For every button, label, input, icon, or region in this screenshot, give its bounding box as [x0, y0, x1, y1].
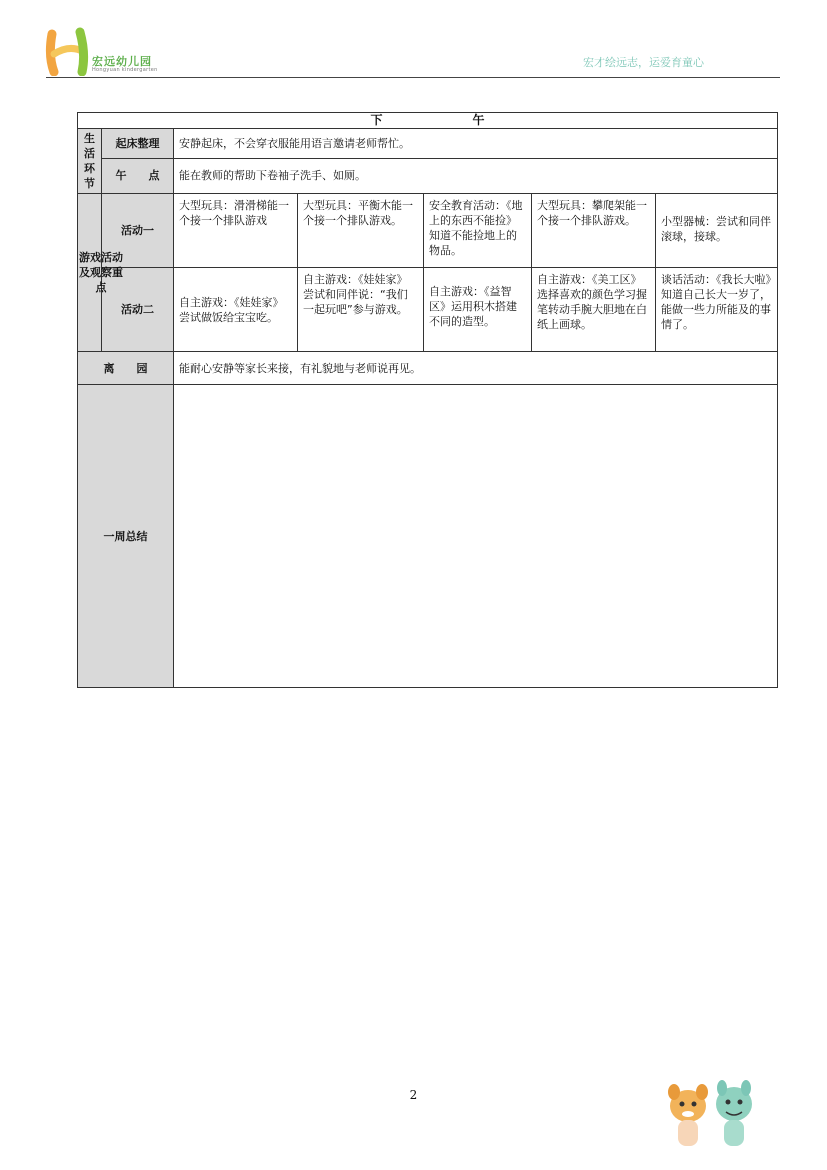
- game-section-text: 游戏活动及观察重点: [79, 251, 123, 294]
- logo-name: 宏远幼儿园: [92, 55, 152, 68]
- row-content-wakeup: 安静起床，不会穿衣服能用语言邀请老师帮忙。: [174, 129, 778, 159]
- activity2-cell: 谈话活动：《我长大啦》知道自己长大一岁了，能做一些力所能及的事情了。: [656, 268, 778, 352]
- row-label-wakeup: 起床整理: [102, 129, 174, 159]
- row-label-snack: 午 点: [102, 158, 174, 193]
- row-content-snack: 能在教师的帮助下卷袖子洗手、如厕。: [174, 158, 778, 193]
- life-section-label: 生活环节: [78, 129, 102, 194]
- activity1-cell: 大型玩具：平衡木能一个接一个排队游戏。: [298, 194, 424, 268]
- activity2-cell: 自主游戏：《娃娃家》尝试和同伴说：“我们一起玩吧”参与游戏。: [298, 268, 424, 352]
- activity1-label: 活动一: [102, 194, 174, 268]
- game-section-label: [78, 194, 123, 352]
- activity2-cell: 自主游戏：《美工区》选择喜欢的颜色学习握笔转动手腕大胆地在白纸上画球。: [532, 268, 656, 352]
- table-title: [78, 113, 778, 129]
- activity1-cell: 小型器械：尝试和同伴滚球，接球。: [656, 194, 778, 268]
- activity1-cell: 安全教育活动：《地上的东西不能捡》知道不能捡地上的物品。: [424, 194, 532, 268]
- header-slogan: 宏才绘远志，运爱育童心: [583, 56, 704, 69]
- logo-subtitle: Hongyuan kindergarten: [92, 67, 158, 73]
- page-header: [0, 0, 827, 80]
- afternoon-plan-table: [77, 112, 778, 688]
- leave-content: 能耐心安静等家长来接，有礼貌地与老师说再见。: [174, 352, 778, 385]
- title-right: 午: [472, 113, 485, 127]
- activity1-cell: 大型玩具：攀爬架能一个接一个排队游戏。: [532, 194, 656, 268]
- activity1-cell: 大型玩具：滑滑梯能一个接一个排队游戏: [174, 194, 298, 268]
- header-divider: [46, 77, 780, 78]
- page-number: 2: [409, 1088, 418, 1102]
- summary-label: 一周总结: [78, 385, 174, 688]
- activity2-label: 活动二: [102, 268, 174, 352]
- mascot-illustration: [664, 1074, 764, 1154]
- title-left: 下: [370, 113, 383, 127]
- activity2-cell: 自主游戏：《益智区》运用积木搭建不同的造型。: [424, 268, 532, 352]
- leave-label: 离 园: [78, 352, 174, 385]
- activity2-cell: 自主游戏：《娃娃家》尝试做饭给宝宝吃。: [174, 268, 298, 352]
- summary-content: [174, 385, 778, 688]
